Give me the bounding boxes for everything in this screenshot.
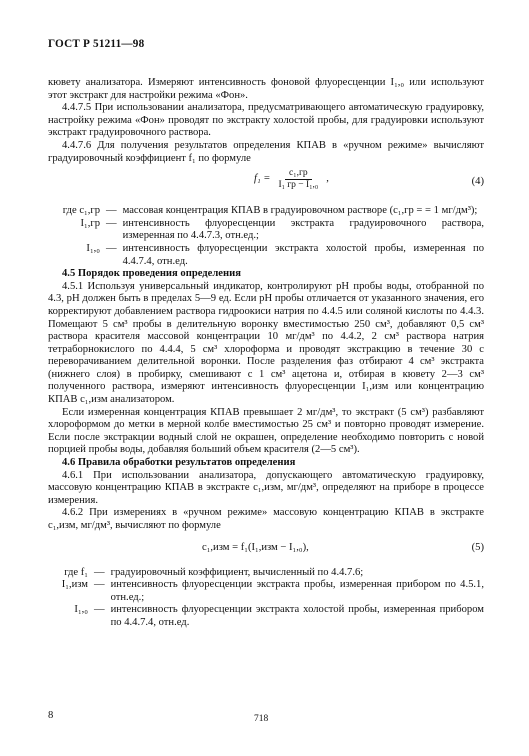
- definition-symbol: где c₁,гр: [62, 205, 100, 217]
- definitions-formula-4: [48, 205, 484, 268]
- formula-4-expression: [254, 168, 329, 191]
- definition-item: [48, 243, 484, 268]
- formula-4-lhs: f₁ =: [254, 173, 271, 185]
- definition-symbol: I₁,₀: [74, 604, 88, 616]
- definition-item: [48, 604, 484, 629]
- document-body: [48, 77, 484, 630]
- formula-4-fraction: [274, 168, 322, 191]
- definition-dash: —: [94, 566, 105, 578]
- definition-symbol: I₁,₀: [86, 242, 100, 254]
- paragraph-4-5-1: 4.5.1 Используя универсальный индикатор, контролируют pH пробы воды, отобранной по 4.3, pH должен быть в пределах 5—9 ед. Если pH пробы отличается от указанного значения, его корректируют добавлением раствора гидроокиси натрия по 4.4.5 или соляной кислоты по 4.4.3. Помещают 5 см³ пробы в делительную воронку вместимостью 250 см³, добавляют 0,5 см³ раствора красителя массовой концентрации 10 мг/дм³ по 4.4.2, 2 см³ раствора натрия тетраборнокислого по 4.4.4, 5 см³ хлороформа и проводят экстракцию в течение 30 с переворачиванием делительной воронки. После разделения фаз отбирают 4 см³ экстракта (нижнего слоя) в пробирку, смешивают с 1 см³ ацетона и, отбирая в кювету 2—3 см³ полученного раствора, измеряют интенсивность флуоресценции I₁,изм или концентрацию КПАВ c₁,изм анализатором.: [48, 280, 484, 406]
- paragraph-4-4-7-6: 4.4.7.6 Для получения результатов определения КПАВ в «ручном режиме» вычисляют градуировочный коэффициент f₁ по формуле: [48, 139, 484, 164]
- definition-text: массовая концентрация КПАВ в градуировочном растворе (c₁,гр = = 1 мг/дм³);: [122, 205, 478, 217]
- formula-4-numerator: c₁,гр: [285, 168, 312, 180]
- definition-symbol: I₁,гр: [80, 217, 100, 229]
- formula-5-expression: c₁,изм = f₁(I₁,изм − I₁,₀),: [202, 541, 309, 553]
- definition-dash: —: [106, 205, 117, 217]
- definition-symbol: где f₁: [64, 566, 88, 578]
- formula-5: [48, 539, 484, 561]
- paragraph-fon: кювету анализатора. Измеряют интенсивность фоновой флуоресценции I₁,₀ или используют этот экстракт для настройки режима «Фон».: [48, 77, 484, 101]
- definition-text: градуировочный коэффициент, вычисленный по 4.4.7.6;: [110, 566, 364, 578]
- definition-dash: —: [94, 604, 105, 616]
- formula-4-denominator: I₁ гр − I₁,₀: [278, 180, 319, 191]
- definition-text: интенсивность флуоресценции экстракта холостой пробы, измеренная по 4.4.7.4, отн.ед.: [122, 242, 484, 267]
- page-number: 8: [48, 710, 54, 721]
- section-4-6-title: 4.6 Правила обработки результатов определения: [62, 457, 296, 469]
- definition-dash: —: [106, 242, 117, 254]
- definition-item: [48, 218, 484, 243]
- definition-text: интенсивность флуоресценции экстракта холостой пробы, измеренная прибором по 4.4.7.4, отн.ед.: [110, 604, 484, 628]
- definitions-formula-5: [48, 567, 484, 630]
- formula-4: [48, 168, 484, 202]
- definition-item: [48, 205, 484, 218]
- paragraph-4-4-7-5: 4.4.7.5 При использовании анализатора, предусматривающего автоматическую градуировку, настройку режима «Фон» проводят по экстракту холостой пробы, для градуировки используют экстракт градуировочного раствора.: [48, 102, 484, 139]
- definition-dash: —: [94, 579, 105, 591]
- sheet-number: 718: [254, 714, 269, 724]
- standard-header: ГОСТ Р 51211—98: [48, 38, 145, 50]
- section-4-5-title: 4.5 Порядок проведения определения: [62, 268, 241, 280]
- definition-symbol: I₁,изм: [61, 579, 88, 591]
- paragraph-4-6-2: 4.6.2 При измерениях в «ручном режиме» массовую концентрацию КПАВ в экстракте c₁,изм, мг/дм³, вычисляют по формуле: [48, 507, 484, 531]
- definition-text: интенсивность флуоресценции экстракта градуировочного раствора, измеренная по 4.4.7.3, отн.ед.;: [122, 217, 484, 242]
- formula-4-number: (4): [471, 176, 484, 188]
- formula-5-number: (5): [471, 541, 484, 553]
- paragraph-4-6-1: 4.6.1 При использовании анализатора, допускающего автоматическую градуировку, массовую концентрацию КПАВ в экстракте c₁,изм, мг/дм³, определяют на приборе в процессе измерения.: [48, 469, 484, 506]
- definition-item: [48, 567, 484, 580]
- paragraph-dilution: Если измеренная концентрация КПАВ превышает 2 мг/дм³, то экстракт (5 см³) разбавляют хлороформом до метки в мерной колбе вместимостью 25 см³ и повторно проводят измерение. Если после экстракции водный слой не окрашен, определение необходимо повторить с новой порцией пробы воды, добавляя больший объем красителя (2—5 см³).: [48, 406, 484, 456]
- formula-4-tail: ,: [326, 173, 329, 185]
- definition-item: [48, 579, 484, 604]
- definition-text: интенсивность флуоресценции экстракта пробы, измеренная прибором по 4.5.1, отн.ед.;: [110, 579, 484, 603]
- definition-dash: —: [106, 217, 117, 229]
